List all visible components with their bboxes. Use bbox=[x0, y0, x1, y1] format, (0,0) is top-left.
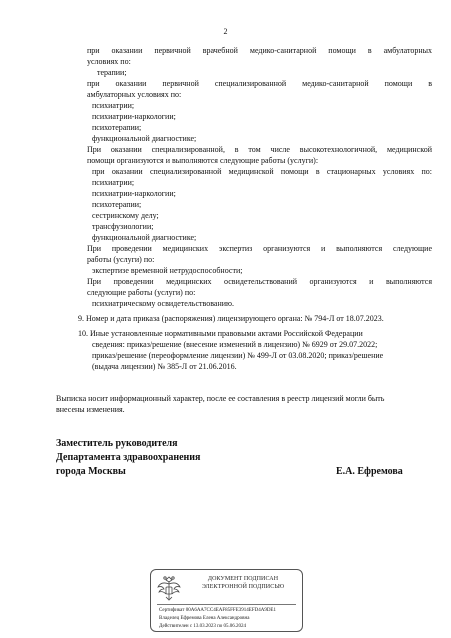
text-line: При проведении медицинских освидетельствований организуются и выполняются bbox=[87, 277, 432, 286]
text-line: экспертизе временной нетрудоспособности; bbox=[92, 266, 243, 275]
text-line: помощи организуются и выполняются следующие работы (услуги): bbox=[87, 156, 319, 165]
coat-of-arms-icon bbox=[155, 573, 183, 603]
text-line: приказ/решение (переоформление лицензии) № 499-Л от 03.08.2020; приказ/решение bbox=[92, 351, 384, 360]
text-line: условиях по: bbox=[87, 57, 131, 66]
text-line: сведения: приказ/решение (внесение изменений в лицензию) № 6929 от 29.07.2022; bbox=[92, 340, 378, 349]
text-line: внесены изменения. bbox=[56, 405, 125, 414]
stamp-owner: Владелец Ефремова Елена Александровна bbox=[159, 616, 250, 621]
electronic-signature-stamp bbox=[150, 569, 303, 632]
text-line: сестринскому делу; bbox=[92, 211, 159, 220]
text-line: психиатрическому освидетельствованию. bbox=[92, 299, 234, 308]
text-line: при оказании первичной специализированной медико-санитарной помощи в bbox=[87, 79, 432, 88]
text-line: функциональной диагностике; bbox=[92, 134, 197, 143]
text-line: при оказании специализированной медицинской помощи в стационарных условиях по: bbox=[92, 167, 432, 176]
text-line: При проведении медицинских экспертиз организуются и выполняются следующие bbox=[87, 244, 432, 253]
signer-position-line2: Департамента здравоохранения bbox=[56, 452, 201, 463]
text-line: Выписка носит информационный характер, после ее составления в реестр лицензий могли быть bbox=[56, 394, 385, 403]
text-line: функциональной диагностике; bbox=[92, 233, 197, 242]
page-number: 2 bbox=[223, 27, 228, 36]
stamp-divider bbox=[157, 604, 296, 605]
text-line: психиатрии-наркологии; bbox=[92, 189, 176, 198]
stamp-heading-line1: ДОКУМЕНТ ПОДПИСАН bbox=[207, 576, 279, 582]
text-line: при оказании первичной врачебной медико-санитарной помощи в амбулаторных bbox=[87, 46, 432, 55]
text-line: психиатрии-наркологии; bbox=[92, 112, 176, 121]
text-line: амбулаторных условиях по: bbox=[87, 90, 182, 99]
text-line: психотерапии; bbox=[92, 123, 142, 132]
text-line: психиатрии; bbox=[92, 178, 135, 187]
text-line: трансфузиологии; bbox=[92, 222, 154, 231]
signer-name: Е.А. Ефремова bbox=[336, 466, 403, 477]
text-line: 9. Номер и дата приказа (распоряжения) лицензирующего органа: № 794-Л от 18.07.2023. bbox=[78, 314, 384, 323]
text-line: следующие работы (услуги) по: bbox=[87, 288, 196, 297]
text-line: психиатрии; bbox=[92, 101, 135, 110]
text-line: терапии; bbox=[97, 68, 127, 77]
text-line: психотерапии; bbox=[92, 200, 142, 209]
stamp-validity: Действителен с 13.03.2023 по 05.06.2024 bbox=[159, 624, 246, 629]
signer-position-line3: города Москвы bbox=[56, 466, 126, 477]
stamp-heading-line2: ЭЛЕКТРОННОЙ ПОДПИСЬЮ bbox=[201, 584, 285, 590]
text-line: (выдача лицензии) № 385-Л от 21.06.2016. bbox=[92, 362, 237, 371]
text-line: 10. Иные установленные нормативными правовыми актами Российской Федерации bbox=[78, 329, 363, 338]
text-line: работы (услуги) по: bbox=[87, 255, 155, 264]
signer-position-line1: Заместитель руководителя bbox=[56, 438, 178, 449]
stamp-certificate: Сертификат 00A6AA7CC4EAF85FFE3914EFD4A9DE1 bbox=[159, 608, 276, 613]
text-line: При оказании специализированной, в том числе высокотехнологичной, медицинской bbox=[87, 145, 432, 154]
